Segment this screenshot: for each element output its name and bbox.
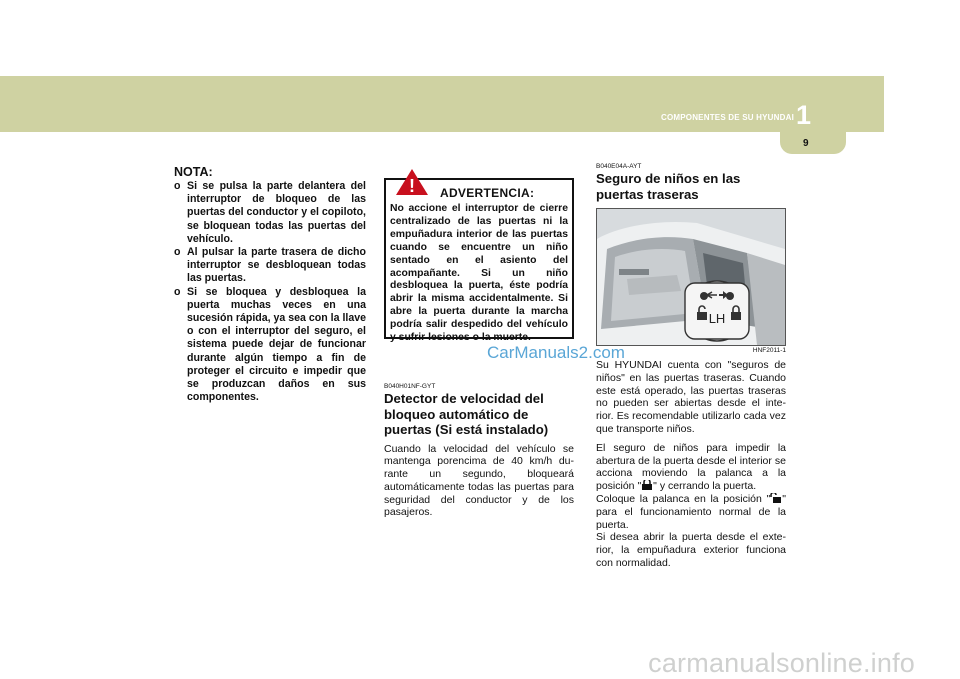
rear-door-photo <box>596 208 786 346</box>
section-code: B040E04A-AYT <box>596 163 642 170</box>
lock-open-icon <box>770 493 782 503</box>
speed-lock-heading: Detector de velocidad del bloqueo automático de puertas (Si está instalado) <box>384 391 549 437</box>
watermark: CarManuals2.com <box>487 343 625 362</box>
child-lock-para2: El seguro de niños para impedir la abertura de la puerta desde el interior se acciona moviendo la palanca a la posición " " y cerrando la puerta. <box>596 441 786 493</box>
page-number: 9 <box>803 138 809 149</box>
nota-item: o Al pulsar la parte trasera de dicho interruptor se desbloquean todas las puertas. <box>174 246 366 285</box>
speed-lock-section <box>384 383 574 525</box>
child-lock-heading: Seguro de niños en las puertas traseras <box>596 171 741 202</box>
child-lock-para4: Si desea abrir la puerta desde el exte-rior, la empuñadura exterior funciona con normalidad. <box>596 531 786 569</box>
section-title: COMPONENTES DE SU HYUNDAI <box>660 113 794 122</box>
section-code: B040H01NF-GYT <box>384 383 436 390</box>
nota-title: NOTA: <box>174 165 213 179</box>
photo-caption: HNF2011-1 <box>752 347 786 354</box>
footer-watermark: carmanualsonline.info <box>648 648 915 678</box>
nota-section <box>174 165 366 404</box>
nota-item: o Si se bloquea y desbloquea la puerta muchas veces en una sucesión rápida, ya sea con la llave o con el interruptor del seguro, el sistema puede dejar de funcionar durante algún tiempo a fin de proteger el circuito e impedir que se produzcan daños en sus componentes. <box>174 285 367 404</box>
warning-title: ADVERTENCIA: <box>440 186 535 200</box>
lock-closed-icon <box>641 480 653 490</box>
chapter-number: 1 <box>796 100 812 130</box>
child-lock-para1: Su HYUNDAI cuenta con "seguros de niños" en las puertas traseras. Cuando este está operado, las puertas traseras no pueden ser abiertas desde el inte-rior. Es recomendable utilizarlo cada vez que transporte niños. <box>596 359 786 435</box>
header-band <box>0 76 884 132</box>
svg-text:!: ! <box>409 176 415 196</box>
exclamation-warning-icon <box>395 168 429 196</box>
warning-box <box>384 176 574 344</box>
child-lock-para3: Coloque la palanca en la posición " " para el funcionamiento normal de la puerta. <box>596 492 786 531</box>
page-number-tab <box>780 132 846 154</box>
inset-label: LH <box>708 311 726 326</box>
nota-list <box>174 180 366 404</box>
speed-lock-body: Cuando la velocidad del vehículo se mantenga porencima de 40 km/h du-rante un segundo, bloqueará automáticamente todas las puertas para seguridad del conductor y de los pasajeros. <box>384 442 574 519</box>
child-lock-section <box>596 163 786 576</box>
nota-item: o Si se pulsa la parte delantera del interruptor de bloqueo de las puertas del conductor y el copiloto, se bloquean todas las puertas del vehículo. <box>174 180 366 245</box>
warning-body: No accione el interruptor de cierre centralizado de las puertas ni la empuñadura interior de las puertas cuando se encuentre un niño sentado en el asiento del acompañante. Si un niño desbloquea la puerta, éste podría abrir la misma accidentalmente. Si abre la puerta durante la marcha podría salir despedido del vehículo y sufrir lesiones o la muerte. <box>390 203 568 344</box>
car-door-illustration <box>597 209 785 345</box>
